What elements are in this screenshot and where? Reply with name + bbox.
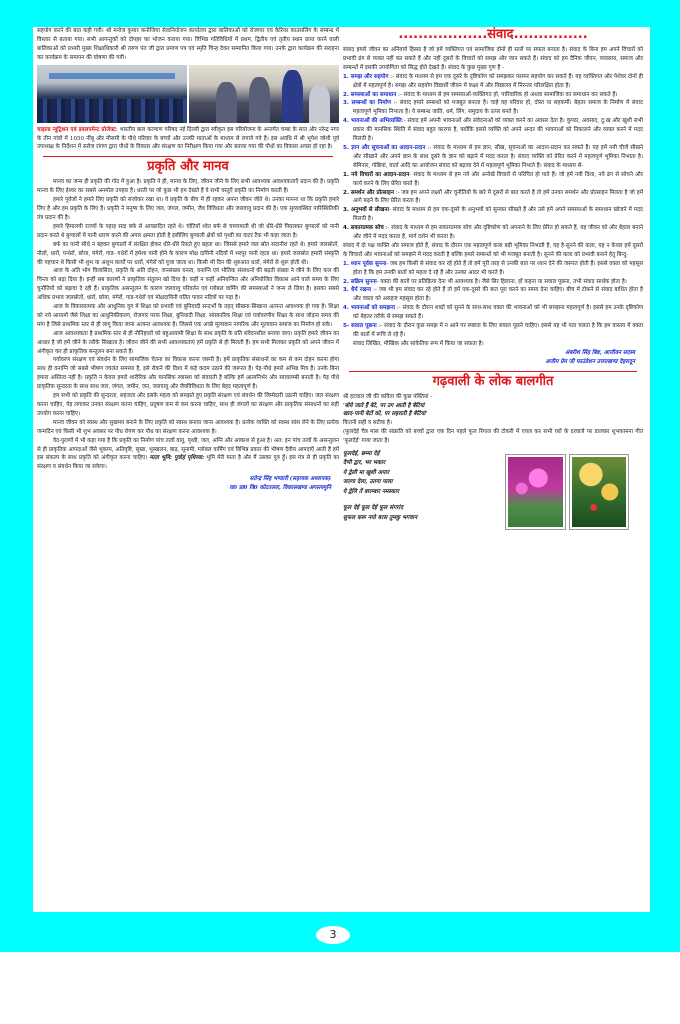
poem-intro: श्री हटवाल जी की कविता की कुछ पंक्तियां -	[343, 393, 433, 400]
item-number: 2.	[343, 91, 349, 98]
list-item	[343, 260, 643, 278]
item-text: :- संवाद के माध्यम से हम एक दूसरे के दृष्टिकोण को समझकर परस्पर सहयोग कर सकते हैं। यह व्यक्तिगत और पेशेवर दोनों ही क्षेत्रों में महत्वपूर्ण है। समझ और सहयोग विद्यार्थी जीवन में कक्षा में और विद्यालय में निरन्तर परिलक्षित होता है।	[353, 73, 643, 89]
title-text: संवाद	[487, 27, 514, 42]
poem-line: फूलदेई, छम्मा देई	[343, 451, 380, 458]
quote-line: खाद-पानी बेटों को, पर लहराती है बेटियां'	[343, 411, 428, 418]
article-paragraph: आज आवश्यकता है प्राथमिक स्तर से ही नौनिहालों को बहुआयामी शिक्षा के साथ प्रकृति के प्रति संवेदनशील बनाया जाए। प्रकृति हमारे जीवन का आधार है जो हमें जीने के तरीके सिखाता है। जीवन जीने की सभी आवश्यकताएं हमें प्रकृति से ही मिलती हैं। हम सभी मिलकर प्रकृति को अपने जीवन में अंगीकृत कर ही प्राकृतिक सन्तुलन बना सकते हैं।	[37, 330, 339, 355]
list-item	[343, 99, 643, 117]
list-item	[343, 278, 643, 287]
event-report-text: सहयोग करने की बात कही गयी। श्री मनोज कुमार कनौजिया सेवानियोजन कार्यालय द्वारा बालिकाओं को रोजगार एवं कैरियर काउंसलिंग के सम्बन्ध में विस्तार से बताया गया। सभी आगन्तुकों को दोपहर का भोजन कराया गया। विभिन्न गतिविधियों में प्रथम, द्वितीय एवं तृतीय स्थान प्राप्त करने वाली बालिकाओं को प्रभारी मुख्य शिक्षाधिकारी श्री तरुण पंत जी द्वारा प्रमाण पत्र एवं स्मृति चिन्ह देकर सम्मानित किया गया। उनके द्वारा कार्यक्रम की सराहना कर कार्यक्रम के समापन की घोषणा की गयी।	[37, 28, 339, 61]
item-heading: ज्ञान और सूचनाओं का आदान-प्रदान	[351, 144, 426, 151]
list-item	[343, 189, 643, 207]
project-report	[37, 126, 339, 153]
item-text: :- संवाद के दौरान शब्दों को सुनने के साथ-साथ वक्ता की भावनाओं को भी समझना महत्वपूर्ण है। इससे हम उनके दृष्टिकोण को बेहतर तरीके से समझ सकते हैं।	[353, 305, 644, 321]
article-title: प्रकृति और मानव	[147, 159, 229, 175]
item-text: :- संवाद हमारे सम्बन्धों को मजबूत बनाता है। चाहे वह परिवार हो, दोस्त या सहकर्मी। बेहतर समाज के निर्माण में संवाद महत्वपूर्ण भूमिका निभाता है। ये सम्बन्ध जाति, धर्म, लिंग, समुदाय के ऊपर बनते हैं।	[353, 100, 644, 116]
item-text: - संवाद के माध्यम से हम एक-दूसरे के अनुभवों को सुनकर सीखते हैं और उसे हमें अपने समस्याओं के समाधान खोजने में मदद मिलती है।	[353, 207, 643, 223]
item-heading: अनुभवों से सीखना	[350, 207, 389, 214]
item-number: 3.	[343, 207, 349, 214]
list-item	[343, 91, 643, 100]
item-heading: समझ और सहयोग	[350, 73, 389, 80]
right-column	[343, 27, 643, 538]
listening-points-list	[343, 260, 643, 340]
item-number: 4.	[343, 225, 349, 232]
item-text: - जब हम किसी से संवाद कर रहे होते हैं तो हमें पूरी तरह से उनकी बात पर ध्यान देने की जरूरत होती हैं। इससे वक्ता को महसूस होता है कि हम उनकी बातों को महत्व दे रहे हैं और उनका आदर भी करते हैं।	[353, 260, 643, 276]
article-paragraph: आज के अति भोग विलासिता, प्रकृति के अति दोहन, जनसंख्या घनत्व, वनाग्नि एवं भौतिक संसाधनों की बढ़ती संख्या ने जीने के लिए कल की चिन्ता को बढ़ा दिया है। इन्हीं सब कारणों ने प्राकृतिक संतुलन खो दिया है। कहीं न कहीं अनियन्त्रित और अनियोजित विकास आने वाले समय के लिए चुनौतियों को बढ़ावा दे रही हैं। प्राकृतिक असन्तुलन के कारण जलवायु परिवर्तन एवं ग्लोबल वार्मिंग की समस्याओं ने जन्म ले लिया है। इसका सबसे अधिक प्रभाव जलस्रोतों, धारों, छोया, मंगेरों, गाड-गधेरों एवं मोक्षदायिनी पतित पावन नदियों पर पड़ा है।	[37, 268, 339, 302]
samvad-closing: संवाद लिखित, मौखिक और सांकेतिक रूम में किया जा सकता है।	[353, 340, 484, 347]
item-text: :- संवाद के दौरान कुछ समझ में न आने पर स्पष्टता के लिए सवाल पूछने चाहिए। इससे यह भी पता चलता है कि हम वास्तव में वक्ता की बातों में रूचि ले रहे हैं।	[353, 323, 643, 338]
article-paragraph: हमारे पूर्वजों ने हमारे लिए प्रकृति को संजोकर रखा था। वे प्रकृति के बीच में ही रहकर अपना जीवन जीते थे। उनका मानना था कि प्रकृति हमारे लिए है और हम प्रकृति के लिए हैं। प्रकृति ने मनुष्य के लिए जल, जंगल, जमीन, जैव विविधता और जलवायु प्रदान की है। एक सुव्यवस्थित पारिस्थितिकी तंत्र प्रदान की है।	[37, 197, 339, 221]
item-heading: ध्यान पूर्वक सुनना	[350, 260, 387, 267]
item-heading: सकारात्मक सोच	[350, 225, 384, 232]
item-text: :- संवाद के माध्यम से हम सकारात्मक सोच और दृष्टिकोण को अपनाने के लिए प्रेरित हो सकते हैं, यह जीवन को और बेहतर बनाने और जीने में मदद करता है, मार्ग दर्शन भी करता है।	[353, 225, 643, 241]
event-photo-hall	[37, 65, 187, 123]
item-heading: समर्थन और प्रोत्साहन	[350, 189, 394, 196]
qualities-list	[343, 73, 643, 171]
item-heading: सम्बन्धों का निर्माण	[351, 100, 391, 107]
item-text: - संवाद के माध्यम से हम नये और अनोखे विचारों से परिचित हो पाते हैं। जो हमें नयी दिशा, नये ढंग से सोचने और कार्य करने के लिए प्रेरित करते हैं।	[353, 171, 643, 187]
list-item	[343, 304, 643, 322]
poem-line: सुफल करू नयो बरस तुमकु भगवान	[343, 514, 418, 521]
poem-line: दैणी द्वार, भर भकार	[343, 460, 386, 467]
item-number: 3.	[343, 287, 349, 294]
final-text-start: वेद-पुराणों में भी कहा गया है कि प्रकृति का निर्माण पांच तत्वों वायु, पृथ्वी, जल, अग्नि और आकाश से हुआ है। अत: इन पांच तत्वों के असन्तुलन से ही प्राकृतिक आपदाओं जैसे भूकम्प, अतिवृष्टि, सूखा, भूस्खलन, बाढ़, सूनामी, ग्लोबल वार्मिंग एवं विभिन्न प्रकार की भीषण दैवीय आपदाएँ आती हैं हमें इस संकल्प के साथ प्रकृति को अंगीकृत करना चाहिए।	[37, 437, 339, 462]
event-photo-guests	[189, 65, 339, 123]
item-number: 4.	[343, 305, 349, 312]
item-number: 5.	[343, 144, 349, 151]
article-paragraph: पर्यावरण संरक्षण एवं संवर्धन के लिए सामाजिक चेतना का विकास करना जरूरी है। हमें प्राकृतिक संसाधनों का कम से कम दोहन करना होगा साथ ही वनाग्नि जो सबसे भीषण ज्वलंत समस्या है, इसे रोकने की दिशा में कड़े कदम उठाने की जरूरत है। पेड़-पौधे हमारे अभिन्न मित्र हैं। उनके बिना हमारा अस्तित्व नहीं है। प्रकृति न केवल हमारे शारीरिक और मानसिक स्वास्थ्य को संवारती है बल्कि हमें आत्मनिर्भर और स्वावलम्बी बनाती है। पेड़ पौधे प्राकृतिक सुन्दरता के साथ साथ जल, जंगल, जमीन, जन, जलवायु और जैवविविधता के लिए बेहद महत्वपूर्ण हैं।	[37, 357, 339, 391]
item-heading: सवाल पूछना	[351, 323, 377, 330]
list-item	[343, 206, 643, 224]
project-heading: चाइल्ड न्यूट्रिशन एवं डवलपमेन्ट प्रोजेक्ट	[37, 126, 116, 133]
item-heading: धैर्य रखना	[350, 287, 372, 294]
poem-line: फूल देई फूल देई फूल संगरांद	[343, 505, 404, 512]
item-number: 1.	[343, 260, 349, 267]
author-name: अंबरीश सिंह बिष्ट, आजीवन सदस्य	[565, 349, 635, 356]
newsletter-page	[33, 27, 650, 912]
left-column	[37, 27, 339, 493]
item-number: 4.	[343, 118, 349, 125]
article-paragraph: आज के विकासात्मक और आधुनिक युग में शिक्षा को प्रभावी एवं बुनियादी सन्दर्भों के तहत् सीखना-सिखाना अत्यन्त आवश्यक हो गया है। शिक्षा को नये आयामों जैसे शिक्षा का आधुनिकीकरण, रोजगार परक शिक्षा, बुनियादी शिक्षा, सांस्कारिक शिक्षा एवं पर्यावरणीय शिक्षा के साथ जोड़ना समय की मांग है जिसे प्राथमिक स्तर से ही लागू किया जाना अत्यन्त आवश्यक है। जिससे एक अच्छे मूल्यवान नागरिक और मूल्यवान समाज का निर्माण हो सके।	[37, 304, 339, 328]
folk-song-block	[343, 450, 643, 538]
list-item	[343, 286, 643, 304]
samvad-title	[343, 27, 643, 43]
author-school: रा0 प्रा0 वि0 कोटतल्ला, विकासखण्ड अगस्त्यमुनि	[229, 485, 331, 492]
item-number: 1.	[343, 73, 349, 80]
article-paragraph-final	[37, 437, 339, 473]
poem-line: जतगा देला, उतगा पाला	[343, 479, 393, 486]
list-item	[343, 322, 643, 340]
article-paragraph: हमारे हिमालयी राज्यों के पहाड़ सदा बर्फ से आच्छादित रहते थे। चोटियाँ श्वेत बर्फ से चमचमाती थी जो धीरे-धीरे पिघलकर बुग्यालों को पानी प्रदान करते थे बुग्यालों में पानी धारण करने की अपार क्षमता होती है इसीलिए बुग्याली क्षेत्रों को पृथ्वी का वाटर टैंक भी कहा जाता है।	[37, 223, 339, 239]
item-text: :- जब हम अपने लक्ष्यों और चुनौतियों के बारे में दूसरों से बात करते हैं तो हमें उनका समर्थन और प्रोत्साहन मिलता है जो हमें आगे बढ़ने के लिए प्रेरित करता है।	[353, 189, 643, 205]
page-number: 3	[316, 926, 350, 944]
author-name: सतेन्द्र सिंह भण्डारी (सहायक अध्यापक)	[249, 476, 331, 483]
article-paragraph: बर्फ का पानी सीधे न बहकर बुग्यालों में संरक्षित होकर धीरे-धीरे रिसते हुए बहता था। जिससे हमारे जल स्रोत सदानीरा रहते थे। हमारे जलस्रोतों, नौलों, धारों, पन्धेरों, छोया, मंगेरों, गाड- गधेरों में हमेशा पानी होने के कारण मोक्ष दायिनी नदियों में भरपूर पानी रहता था। हमारे जलस्रोत हमारी संस्कृति की पहचान थे किसी भी शुभ या अशुभ कार्यों पर धारों, मंगेरों को पूजा जाता था। किसी भी दिन की शुरुआत धारों, मंगेरों से शुरू होती थी।	[37, 241, 339, 266]
sanskrit-mantra: माता भूमि: पुत्रोहं पृथिव्या:	[149, 455, 205, 462]
list-item	[343, 224, 643, 242]
event-photos	[37, 65, 339, 123]
article-paragraph: हम सभी को प्रकृति की सुन्दरता, सहजता और इसके महत्व को समझते हुए प्रकृति संरक्षण एवं संवर्धन की जिम्मेदारी उठानी चाहिए। जल संरक्षण करना चाहिए, पेड़ लगाकर उनका संरक्षण करना चाहिए, प्रदूषण कम से कम करना चाहिए, साथ ही जंगलों का संरक्षण और प्राकृतिक संसाधनों का सही उपयोग करना चाहिए।	[37, 393, 339, 417]
item-heading: समस्याओं का समाधान	[350, 91, 397, 98]
item-text: :- संवाद के माध्यम से हम ज्ञान, सीख, सूचनाओं का आदान-प्रदान कर सकते हैं। यह हमें नयी चीजें सीखने और सीखाने और अपने ज्ञान के साथ दूसरे के ज्ञान को बढ़ाने में मदद करता है। संवाद व्यक्ति को प्रेरित करने में महत्वपूर्ण भूमिका निभाता है। सेमिनार, गोष्ठियां, वार्ता आदि का आयोजन संवाद को बढ़ावा देने में महत्वपूर्ण भूमिका निभाते हैं। संवाद के माध्यम से-	[353, 144, 643, 169]
pink-rose-photo	[505, 454, 566, 530]
section-divider	[349, 371, 637, 372]
samvad-intro: संवाद हमारे जीवन का अनिवार्य हिस्सा है जो हमें व्यक्तिगत एवं सामाजिक दोनों ही स्तरों पर सफल बनाता है। संवाद के बिना हम अपने विचारों को प्रभावी ढंग से व्यक्त नहीं कर सकते हैं और नहीं दूसरों के विचारों को समझ और जान सकते हैं। संवाद को हम दैनिक जीवन, व्यवसाय, समाज और सम्बन्धों में इसकी उपयोगिता को सिद्ध होते देखते हैं। संवाद के कुछ मुख्य गुण हैं -	[343, 47, 643, 71]
article-paragraph: मानव का जन्म ही प्रकृति की गोद में हुआ है। प्रकृति ने ही, मानव के लिए, जीवन जीने के लिए सभी आवश्यक आवश्यकताएँ प्रदान की है। प्रकृति मानव के लिए ईश्वर का सबसे अनमोल उपहार है। धरती पर जो कुछ भी हम देखते हैं वे सभी वस्तुएँ प्रकृति का निर्माण करती हैं।	[37, 179, 339, 195]
item-number: 2.	[343, 189, 349, 196]
title-dots: ..................	[398, 27, 488, 42]
item-number: 1.	[343, 171, 349, 178]
phooldei-note: (फूलदेई चैत्र मास की संक्राति को बच्चों द्वारा एक दिन पहले फूल रिंगाल की टोकरी में एकत्र कर सभी घरों के दरवाजे पर डालकर शुभकामना गीत 'फूलदेई' गाया जाता है)	[343, 429, 643, 445]
item-text: :- संवाद हमें अपनी भावनाओं और संवेदनाओं को व्यक्त करने का अवसर देता है। कुण्ठा, अवसाद, दु:ख और खुशी सभी प्रकार की मानसिक स्थिति में संवाद बहुत कारगर है, क्योंकि इससे व्यक्ति को अपने अन्दर की भावनाओं को निकालने और व्यक्त करने में मदद मिलती है।	[353, 118, 643, 143]
folk-song-title: गढ़वाली के लोक बालगीत	[432, 373, 554, 389]
final-text-end: भूमि मेरी माता है और मैं उसका पुत्र हूँ। इस मंत्र से ही प्रकृति का संरक्षण व संवर्धन किया जा सकेगा।	[37, 455, 340, 471]
listening-intro: संवाद में दो पक्ष व्यक्ति और समाज होते हैं, संवाद के दौरान एक महत्वपूर्ण कला बड़ी भूमिका निभाती है, वह है-सुनने की कला, यह न केवल हमें दूसरों के विचारों और भावनाओं को समझने में मदद करती है बल्कि हमारे सम्बन्धों को भी मजबूत बनाती है। सुनने की कला को प्रभावी बनाने हेतु बिन्दु-	[343, 242, 643, 258]
title-dots: ...............	[513, 27, 588, 42]
item-heading: भावनाओं को समझना	[350, 305, 396, 312]
author-organization: अजीम प्रेम जी फाउंडेशन उत्तराखण्ड देहरादून	[545, 358, 635, 365]
item-text: :- संवाद के माध्यम से हम समस्याओं-व्यक्तिगत हो, पारिवारिक हो अथवा सामाजिक का समाधान कर सकते हैं।	[396, 91, 618, 98]
item-heading: सक्रिय सुनना	[350, 278, 377, 285]
benefits-list	[343, 171, 643, 242]
project-text: : भारतीय बाल कल्याण परिषद नई दिल्ली द्वारा स्वीकृत इस परियोजना के अन्तर्गत चम्बा के सात और नरेन्द्र नगर के तीन गांवों में 1050 नींबू और मौसमी के पौधे परिवार के बच्चों और उनकी माताओं के माध्यम से लगाये गये हैं। इस अवधि में श्री भूपेश जोशी पूर्व उपाध्यक्ष के निर्देशन में सरोज रांगण द्वारा पौधों के विकास और संरक्षण का निरीक्षण किया गया और बताया गया की पौधों का विकास अच्छा हो रहा है।	[37, 126, 339, 151]
item-number: 3.	[343, 100, 349, 107]
list-item	[343, 171, 643, 189]
item-number: 2.	[343, 278, 349, 285]
list-item	[343, 73, 643, 91]
item-number: 5-	[343, 323, 350, 330]
list-item	[343, 144, 643, 171]
poem-line: ये द्वेलि तें बारम्बार नमस्कार	[343, 488, 399, 495]
yellow-rose-photo	[569, 454, 630, 530]
section-divider	[43, 156, 333, 157]
list-item	[343, 117, 643, 144]
item-heading: नये विचारों का आदान-प्रदान	[351, 171, 410, 178]
item-text: - वक्ता की बातों पर प्रतिक्रिया देना भी आवश्यक है। जैसे सिर हिलाना, हाँ कहना या सवाल पूछना, तभी संवाद सार्थक होता है।	[376, 278, 627, 285]
article-paragraph: मानव जीवन को स्वस्थ और सुखमय बनाने के लिए प्रकृति को स्वस्थ बनाया जाना आवश्यक है। प्रत्येक व्यक्ति को स्वस्थ सांस लेने के लिए प्रत्येक जन्मदिन एवं किसी भी शुभ अवसर पर पौध रोपण कर पौध का संरक्षण करना आवश्यक है।	[37, 419, 339, 435]
flower-photos	[505, 454, 629, 530]
item-heading: भावनाओं की अभिव्यक्ति	[350, 118, 402, 125]
item-text: :- जब भी हम संवाद कर रहे होते हैं तो हमें एक-दूसरे की बात पूरा करने का समय देना चाहिए। बीच में टोकने से संवाद बाधित होता है और वक्ता को असहज महसूस होता है।	[353, 287, 643, 303]
poem-line: ये द्वेली मा खुशी अपार	[343, 469, 390, 476]
quote-comment: कितनी सही व सटीक है।	[343, 420, 392, 427]
quote-line: 'बोये जाते हैं बेटे, पर उग आती है बेटियां	[343, 402, 425, 409]
